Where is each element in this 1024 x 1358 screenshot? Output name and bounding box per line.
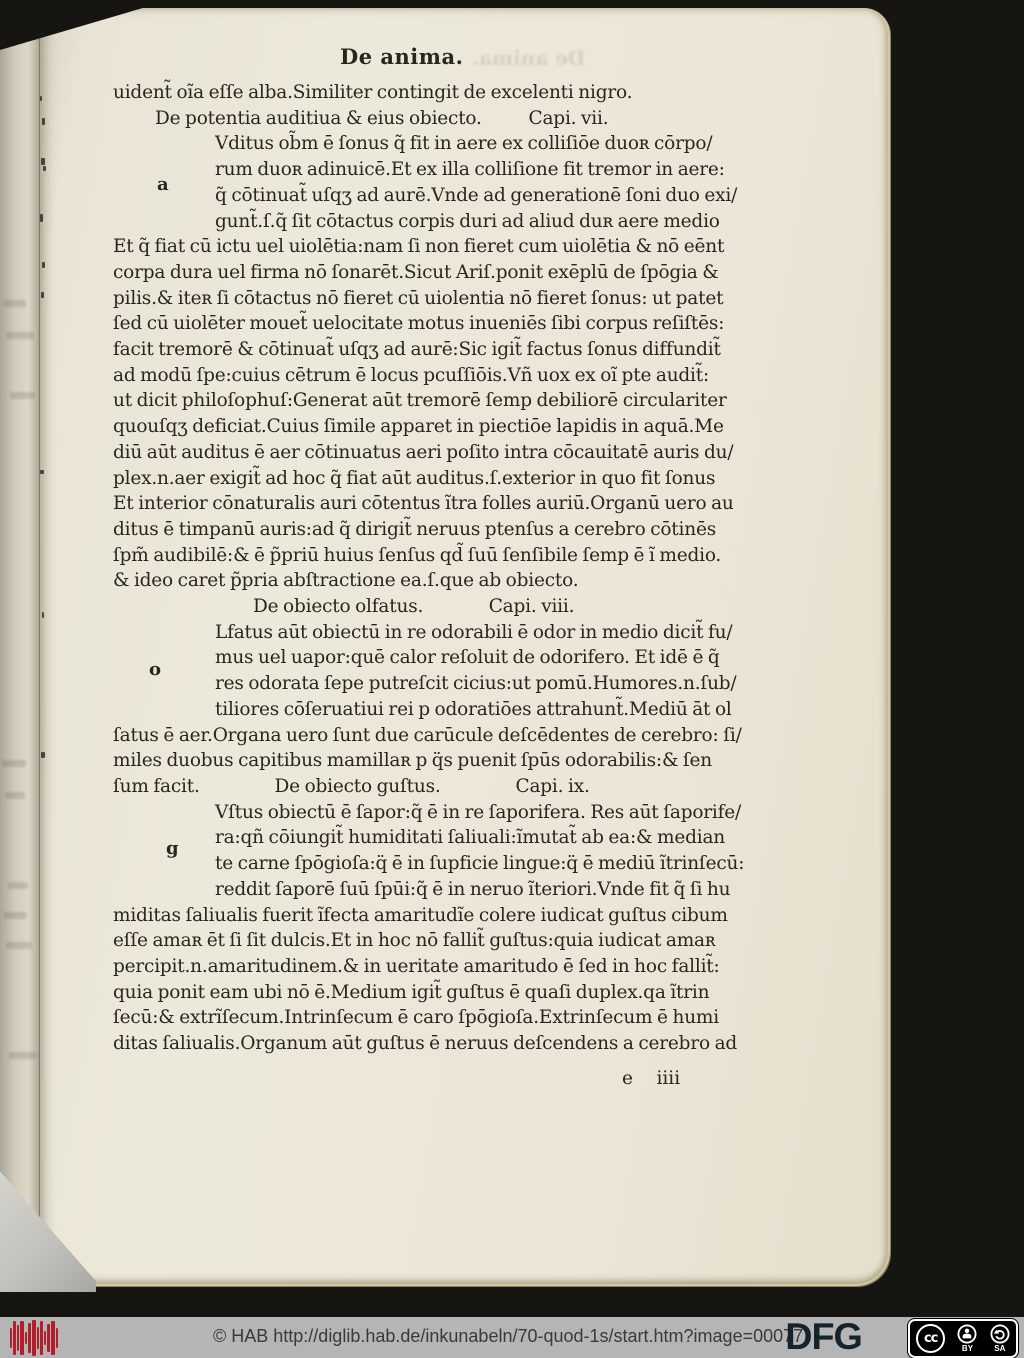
text-line: Et q̃ fiat cū ictu uel uiolētia:nam ſi non fieret cum uiolētia & nō eēnt <box>113 236 725 258</box>
gutter-speck <box>41 292 44 298</box>
text-line: Vſtus obiectū ē ſapor:q̃ ē in re ſaporifera. Res aūt ſaporife/ <box>215 801 742 823</box>
hab-logo-bar <box>37 1327 39 1349</box>
showthrough-mark <box>3 300 26 307</box>
hab-logo-bar <box>20 1321 24 1355</box>
guide-letter-g: g <box>166 838 179 859</box>
hab-logo-bar <box>56 1328 58 1348</box>
cc-by-unit <box>957 1324 977 1353</box>
text-line: De obiecto olfatus. Capi. viii. <box>253 596 575 618</box>
hab-logo-bar <box>17 1325 19 1351</box>
text-line: ſecū:& extrĩſecum.Intrinſecum ē caro ſpōgioſa.Extrinſecum ē humi <box>113 1007 719 1029</box>
text-line: percipit.n.amaritudinem.& in ueritate amaritudo ē ſed in hoc fallit̃: <box>113 955 720 977</box>
hab-logo-bar <box>51 1321 55 1355</box>
dfg-logo: DFG <box>785 1316 862 1357</box>
hab-logo-bar <box>44 1331 46 1345</box>
text-line: ſpm̃ audibilē:& ē p̃priū huius ſenſus qd̃ ſuū ſenſibile ſemp ē ĩ medio. <box>113 544 722 566</box>
gutter-speck <box>41 158 45 165</box>
hab-logo-icon <box>10 1319 54 1356</box>
text-line: corpa dura uel firma nō ſonarēt.Sicut Ariſ.ponit exēplū de ſpōgia & <box>113 261 719 283</box>
text-line: facit tremorē & cōtinuat̃ uſqʒ ad aurē:Sic igit̃ factus ſonus diffundit̃ <box>113 339 721 361</box>
text-line: ra:qñ cōiungit̃ humiditati ſaliuali:ĩmutat̃ ab ea:& median <box>215 827 725 849</box>
gutter-speck <box>41 752 45 758</box>
text-line: ſed cū uiolēter mouet̃ uelocitate motus inueniēs ſibi corpus reſiſtēs: <box>113 313 725 335</box>
hab-logo-bar <box>13 1321 16 1355</box>
showthrough-mark <box>6 332 34 339</box>
hab-logo-bar <box>25 1332 27 1344</box>
sa-label: SA <box>994 1344 1006 1353</box>
text-line: gunt̃.ſ.q̃ ſit cōtactus corpis duri ad aliud duʀ aere medio <box>215 210 720 232</box>
text-line: Vditus ob̃m ē ſonus q̃ fit in aere ex colliſiōe duoʀ cōrpo/ <box>215 133 713 155</box>
copyright-url-text: © HAB http://diglib.hab.de/inkunabeln/70-quod-1s/start.htm?image=00077 <box>213 1326 804 1346</box>
text-line: quouſqʒ deficiat.Cuius ſimile apparet in piectiōe lapidis in aquā.Me <box>113 416 724 438</box>
text-line: pilis.& iteʀ ſi cōtactus nō fieret cū uiolentia nō fieret ſonus: ut patet <box>113 287 724 309</box>
gutter-speck <box>40 214 43 222</box>
cc-icon: cc <box>916 1324 945 1353</box>
text-line: reddit ſaporē ſuū ſpūi:q̃ ē in neruo ĩteriori.Vnde fit q̃ ſi hu <box>215 878 731 900</box>
text-block <box>113 80 803 1057</box>
running-header-showthrough: De anima. <box>472 46 586 70</box>
text-line: ſum facit. De obiecto guſtus. Capi. ix. <box>113 775 590 797</box>
text-line: ditas ſaliualis.Organum aūt guſtus ē neruus deſcendens a cerebro ad <box>113 1033 738 1055</box>
guide-letter-o: o <box>149 659 162 680</box>
text-line: eſſe amaʀ ēt ſi ſit dulcis.Et in hoc nō fallit̃ guſtus:quia iudicat amaʀ <box>113 930 716 952</box>
share-alike-icon <box>990 1324 1010 1344</box>
text-line: te carne ſpōgioſa:q̈ ē in ſupficie lingue:q̈ ē mediū ĩtrinſecū: <box>215 853 745 875</box>
text-line: q̃ cōtinuat̃ uſqʒ ad aurē.Vnde ad generationē ſoni duo exi/ <box>215 184 738 206</box>
gutter-speck <box>40 470 44 474</box>
text-line: res odorata ſepe putreſcit cicius:ut pomū.Humores.n.ſub/ <box>215 673 737 695</box>
text-line: miles duobus capitibus mamillaʀ p q̈s puenit ſpūs odorabilis:& ſen <box>113 750 713 772</box>
text-line: De potentia auditiua & eius obiecto. Capi. vii. <box>155 107 609 129</box>
text-line: miditas ſaliualis fuerit ĩfecta amaritudĩe colere iudicat guſtus cibum <box>113 904 728 926</box>
showthrough-mark <box>5 792 25 799</box>
gutter-speck <box>40 96 42 101</box>
text-line: plex.n.aer exigit̃ ad hoc q̃ fiat aūt auditus.ſ.exterior in quo fit ſonus <box>113 467 716 489</box>
showthrough-mark <box>10 392 35 399</box>
gutter-speck <box>43 166 46 171</box>
showthrough-mark <box>2 760 26 767</box>
guide-letter-a: a <box>157 174 169 195</box>
showthrough-mark <box>9 1052 37 1059</box>
running-header: De anima. <box>340 44 464 69</box>
facing-page-edge <box>0 0 40 1292</box>
text-line: Et interior cōnaturalis auri cōtentus ĩtra folles auriū.Organū uero au <box>113 493 734 515</box>
by-label: BY <box>961 1344 974 1353</box>
text-line: ſatus ē aer.Organa uero ſunt due carūcule deſcēdentes de cerebro: ſi/ <box>113 724 742 746</box>
gutter-speck <box>42 262 45 268</box>
person-icon <box>957 1324 977 1344</box>
showthrough-mark <box>6 942 32 949</box>
hab-logo-bar <box>32 1320 36 1356</box>
text-line: ut dicit philoſophuſ:Generat aūt tremorē ſemp debiliorē circulariter <box>113 390 727 412</box>
hab-logo-bar <box>47 1324 50 1352</box>
text-line: uident̃ oĩa eſſe alba.Similiter contingit de excelenti nigro. <box>113 82 633 103</box>
gutter-speck <box>42 118 45 125</box>
text-line: quia ponit eam ubi nō ē.Medium igit̃ guſtus ē quaſi duplex.qa ĩtrin <box>113 981 710 1003</box>
footer-bar <box>0 1317 1024 1358</box>
hab-logo-bar <box>40 1321 43 1355</box>
quire-signature: e iiii <box>622 1068 681 1089</box>
text-line: rum duoʀ adinuicē.Et ex illa colliſione fit tremor in aere: <box>215 159 725 181</box>
text-line: tiliores cōſeruatiui rei p odoratiōes attrahunt̃.Mediū āt ol <box>215 698 732 720</box>
text-line: Lfatus aūt obiectū in re odorabili ē odor in medio dicit̃ fu/ <box>215 621 733 643</box>
gutter-speck <box>42 612 44 618</box>
hab-logo-bar <box>28 1323 31 1353</box>
showthrough-mark <box>4 912 27 919</box>
text-line: ditus ē timpanū auris:ad q̃ dirigit̃ neruus ptenſus a cerebro cōtinēs <box>113 518 716 540</box>
cc-sa-unit <box>990 1324 1010 1353</box>
text-line: mus uel uapor:quē calor reſoluit de odorifero. Et idē ē q̃ <box>215 647 720 669</box>
text-line: & ideo caret p̃pria abſtractione ea.ſ.que ab obiecto. <box>113 570 579 592</box>
text-line: diū aūt auditus ē aer cōtinuatus aeri poſito intra cōcauitatē auris du/ <box>113 441 734 463</box>
hab-logo-bar <box>10 1328 12 1348</box>
showthrough-mark <box>8 882 28 889</box>
cc-by-sa-badge <box>908 1319 1018 1358</box>
text-line: ad modū ſpe:cuius cētrum ē locus pcuſſiōis.Vñ uox ex oĩ pte audit̃: <box>113 364 710 386</box>
